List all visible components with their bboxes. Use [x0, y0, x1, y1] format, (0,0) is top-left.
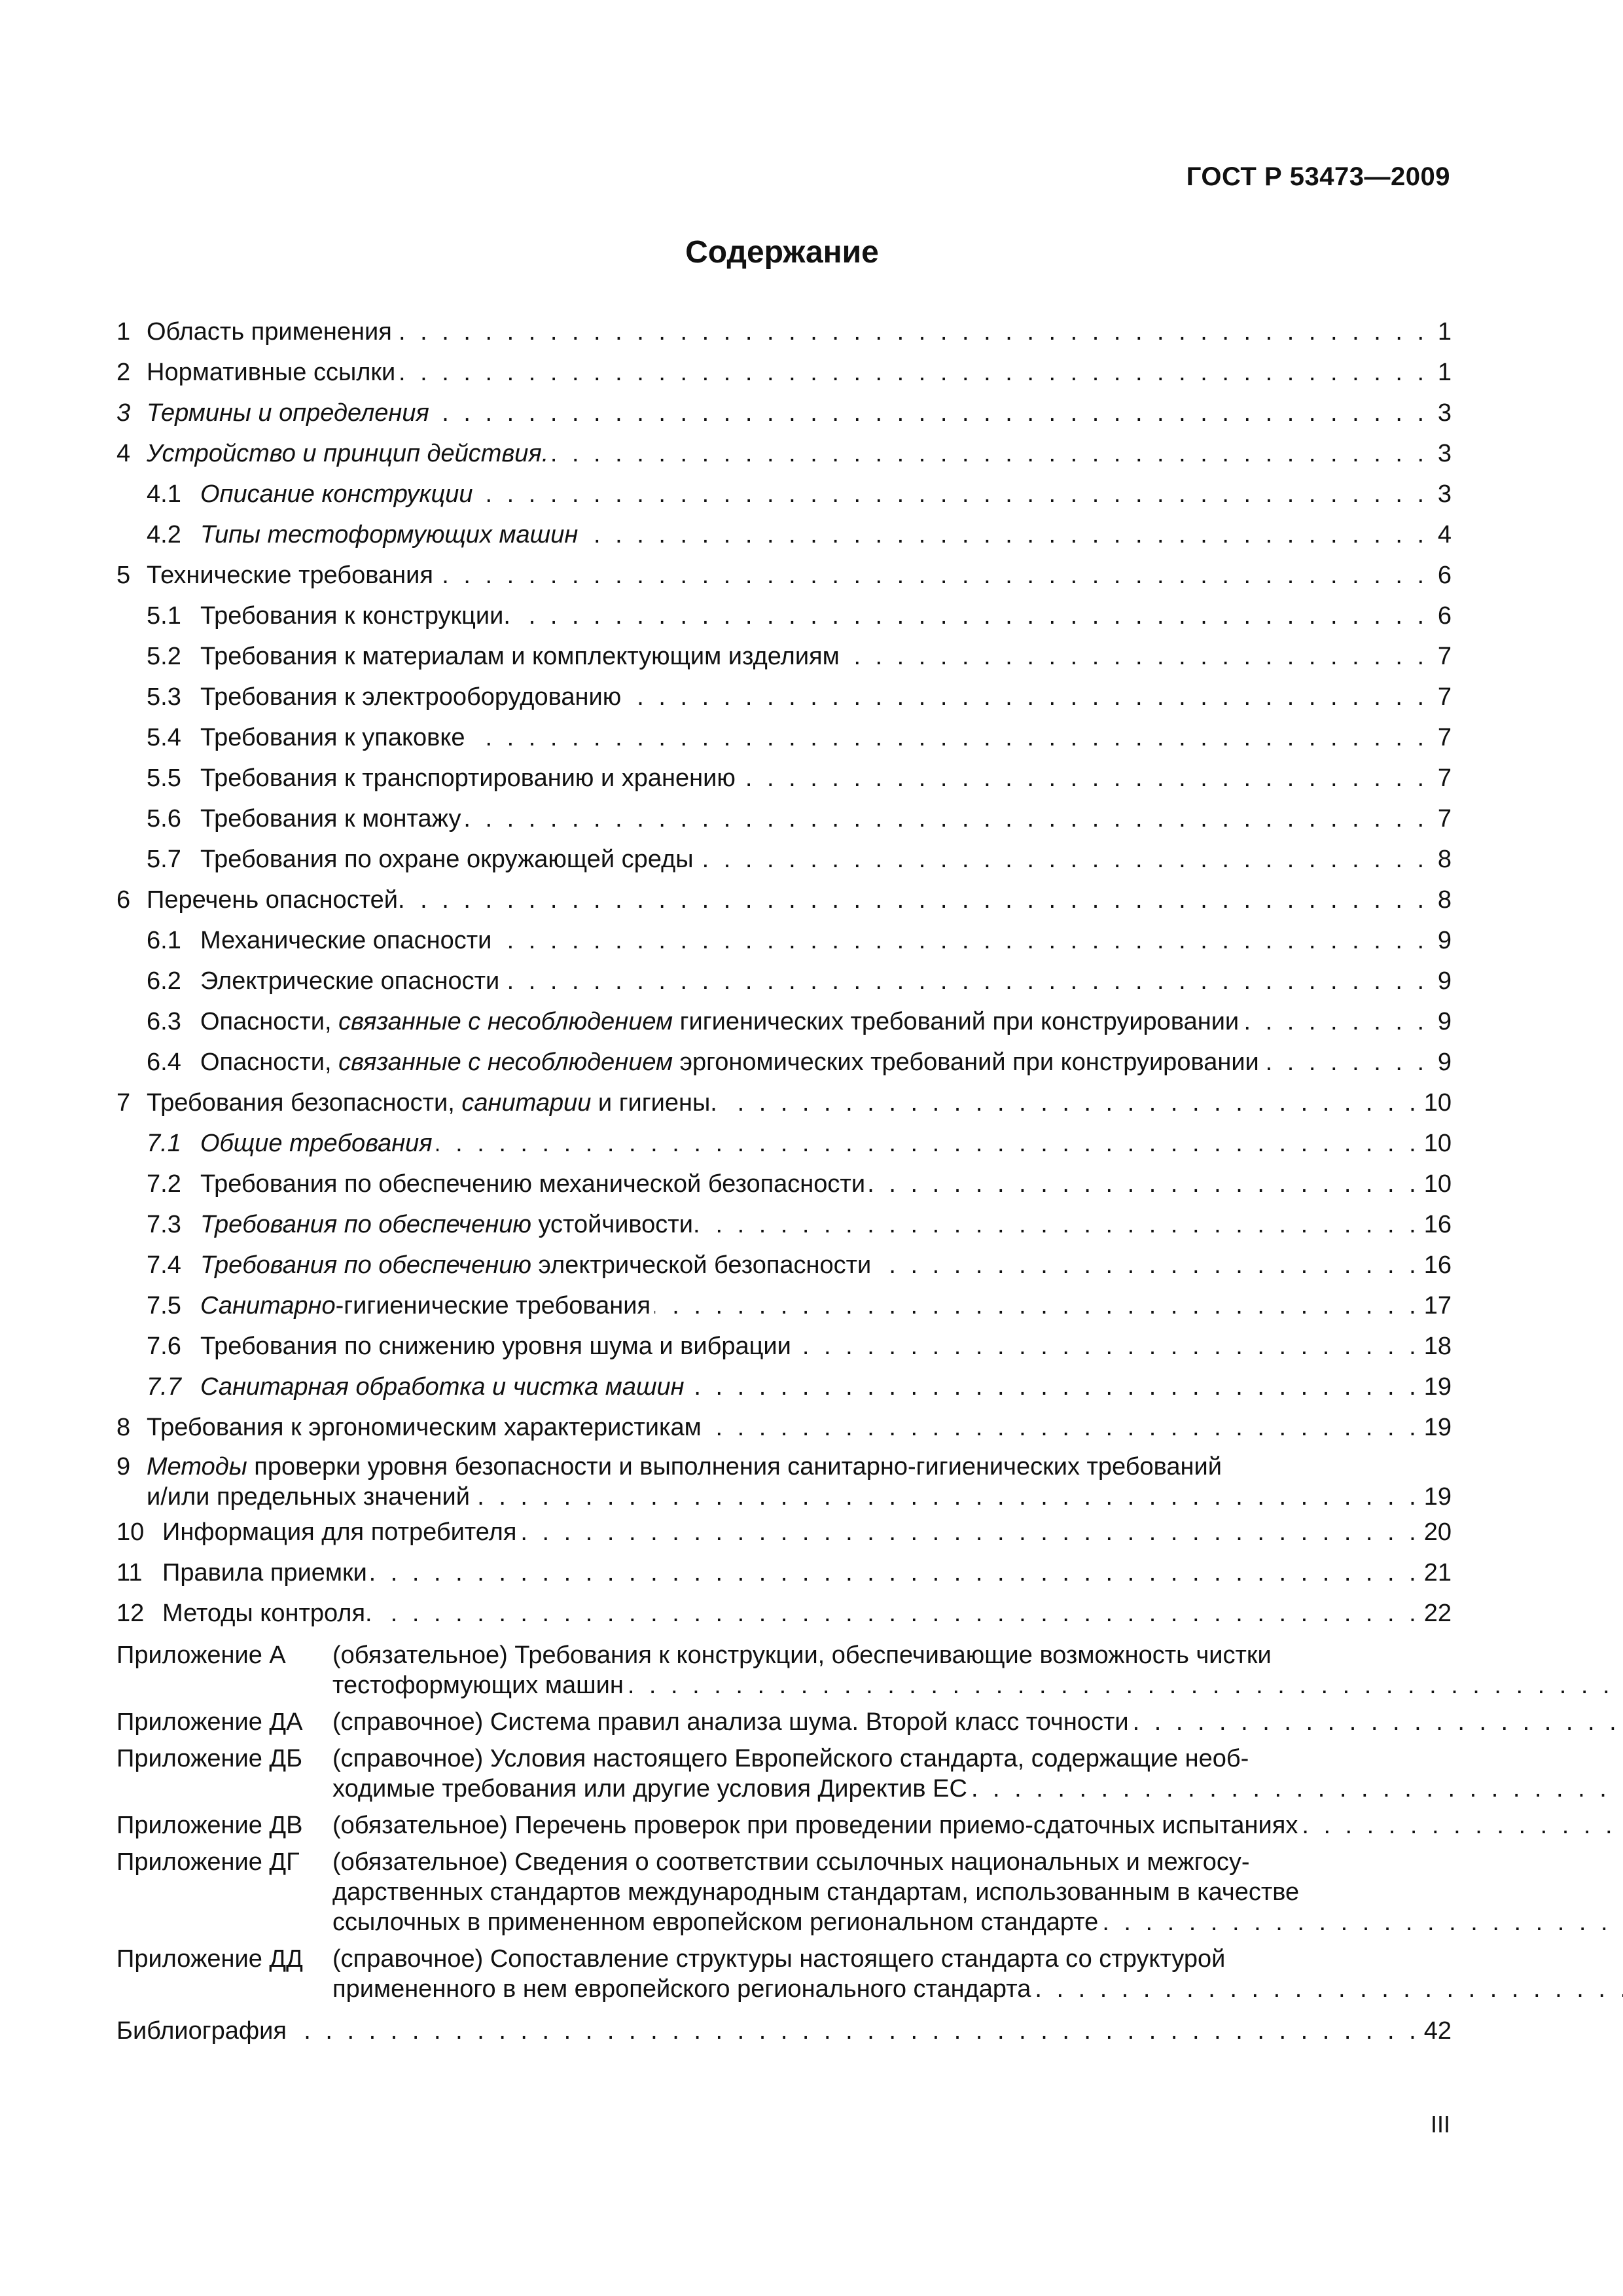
toc-text [200, 1245, 871, 1285]
appendix-dd[interactable] [116, 1944, 1452, 2004]
appendix-label: Приложение ДА [116, 1708, 303, 1736]
toc-entry-6[interactable] [116, 880, 1452, 920]
toc-page: 42 [1423, 2017, 1452, 2045]
toc-text: Требования к конструкции. [200, 602, 510, 630]
toc-number: 5.3 [147, 683, 181, 711]
toc-text [200, 1042, 1259, 1083]
appendix-dv[interactable] [116, 1810, 1452, 1840]
dot-leader [704, 1204, 1420, 1245]
toc-text: Технические требования [147, 562, 433, 589]
toc-text-part: и гигиены. [591, 1089, 717, 1117]
toc-entry-7-2[interactable] [116, 1164, 1452, 1204]
toc-page: 8 [1437, 886, 1452, 914]
toc-entry-7[interactable] [116, 1083, 1452, 1123]
dot-leader [625, 677, 1428, 717]
appendix-line: (обязательное) Требования к конструкции, обеспечивающие возможность чистки [332, 1641, 1272, 1669]
appendix-line-last: ссылочных в примененном европейском региональном стандарте [332, 1909, 1099, 1936]
page-number: III [1430, 2111, 1450, 2138]
toc-text: Описание конструкции [200, 480, 473, 508]
toc-entry-11[interactable] [116, 1552, 1452, 1593]
toc-text [147, 1083, 717, 1123]
dot-leader [495, 920, 1428, 961]
toc-text: Требования по обеспечению механической безопасности [200, 1170, 866, 1198]
toc-entry-7-6[interactable] [116, 1326, 1452, 1367]
toc-text-italic: Методы [147, 1453, 247, 1480]
toc-text: Перечень опасностей. [147, 886, 405, 914]
toc-text [200, 1285, 651, 1326]
toc-entry-5-7[interactable] [116, 839, 1452, 880]
toc-page: 9 [1437, 1008, 1452, 1035]
toc-entry-5-1[interactable] [116, 596, 1452, 636]
toc-page: 3 [1437, 399, 1452, 427]
toc-entry-2[interactable] [116, 352, 1452, 393]
dot-leader [514, 596, 1428, 636]
toc-text-part: проверки уровня безопасности и выполнения санитарно-гигиенических требований [247, 1453, 1222, 1480]
appendix-line-last: тестоформующих машин [332, 1672, 624, 1699]
toc-page: 7 [1437, 805, 1452, 833]
toc-text-part: -гигиенические требования [335, 1292, 651, 1319]
toc-number: 4 [116, 440, 131, 467]
toc-number: 8 [116, 1414, 131, 1441]
toc-entry-3[interactable] [116, 393, 1452, 433]
toc-text: Информация для потребителя [162, 1518, 517, 1546]
toc-page: 1 [1437, 359, 1452, 386]
toc-number: 7.4 [147, 1251, 181, 1279]
dot-leader [1035, 1974, 1623, 2004]
toc-entry-5-3[interactable] [116, 677, 1452, 717]
toc-number: 7.6 [147, 1333, 181, 1360]
appendix-line: дарственных стандартов международным стандартам, использованным в качестве [332, 1878, 1300, 1906]
toc-text: Требования к материалам и комплектующим изделиям [200, 643, 840, 670]
toc-entry-7-1[interactable] [116, 1123, 1452, 1164]
toc-text: Область применения [147, 318, 392, 346]
toc-text-part: Требования безопасности, [147, 1089, 462, 1117]
dot-leader [433, 393, 1428, 433]
toc-page: 7 [1437, 764, 1452, 792]
toc-text: Санитарная обработка и чистка машин [200, 1373, 685, 1401]
toc-text: Устройство и принцип действия. [147, 440, 549, 467]
toc-number: 4.1 [147, 480, 181, 508]
dot-leader [1243, 1001, 1428, 1042]
toc-number: 6.2 [147, 967, 181, 995]
toc-entry-6-1[interactable] [116, 920, 1452, 961]
toc-text: Общие требования [200, 1130, 433, 1157]
toc-number: 7 [116, 1089, 131, 1117]
toc-number: 4.2 [147, 521, 181, 548]
toc-text: Нормативные ссылки [147, 359, 396, 386]
toc-number: 10 [116, 1518, 145, 1546]
dot-leader [688, 1367, 1420, 1407]
toc-page: 20 [1423, 1518, 1452, 1546]
toc-entry-10[interactable] [116, 1512, 1452, 1552]
toc-entry-5-2[interactable] [116, 636, 1452, 677]
dot-leader [437, 555, 1428, 596]
toc-number: 5.4 [147, 724, 181, 751]
toc-page: 9 [1437, 1049, 1452, 1076]
toc-text: Правила приемки [162, 1559, 367, 1587]
toc-page: 7 [1437, 643, 1452, 670]
toc-page: 19 [1423, 1373, 1452, 1401]
toc-text: Библиография [116, 2017, 287, 2045]
dot-leader [1133, 1707, 1623, 1737]
toc-text-italic: связанные с несоблюдением [338, 1049, 673, 1076]
toc-entry-bibliography[interactable] [116, 2011, 1452, 2051]
dot-leader [1102, 1907, 1623, 1937]
toc-text-italic: Требования по обеспечению [200, 1251, 531, 1279]
toc-entry-5[interactable] [116, 555, 1452, 596]
toc-text [200, 1204, 700, 1245]
toc-number: 11 [116, 1559, 143, 1587]
toc-number: 5.6 [147, 805, 181, 833]
toc-entry-6-3[interactable] [116, 1001, 1452, 1042]
toc-text-italic: Санитарно [200, 1292, 336, 1319]
toc-text [200, 1001, 1239, 1042]
toc-entry-4-1[interactable] [116, 474, 1452, 514]
appendix-label: Приложение ДВ [116, 1812, 303, 1839]
dot-leader [875, 1245, 1419, 1285]
toc-entry-5-4[interactable] [116, 717, 1452, 758]
toc-number: 7.7 [147, 1373, 181, 1401]
appendix-line-last: (справочное) Система правил анализа шума. Второй класс точности [332, 1708, 1129, 1736]
dot-leader [474, 1482, 1420, 1512]
toc-text: Требования к транспортированию и хранению [200, 764, 736, 792]
appendix-line: (обязательное) Сведения о соответствии ссылочных национальных и межгосу- [332, 1848, 1250, 1876]
appendix-a[interactable] [116, 1640, 1452, 1700]
toc-number: 5.5 [147, 764, 181, 792]
dot-leader [844, 636, 1428, 677]
toc-entry-7-5[interactable] [116, 1285, 1452, 1326]
toc-number: 9 [116, 1453, 131, 1480]
dot-leader [1263, 1042, 1428, 1083]
appendix-label: Приложение ДГ [116, 1848, 300, 1876]
dot-leader [396, 312, 1428, 352]
toc-number: 5.7 [147, 846, 181, 873]
toc-number: 6 [116, 886, 131, 914]
toc-page: 22 [1423, 1600, 1452, 1627]
appendix-dg[interactable] [116, 1847, 1452, 1937]
toc-number: 7.3 [147, 1211, 181, 1238]
toc-entry-12[interactable] [116, 1593, 1452, 1634]
toc-number: 6.3 [147, 1008, 181, 1035]
toc-page: 3 [1437, 440, 1452, 467]
toc-text-line2: и/или предельных значений [147, 1483, 470, 1511]
appendix-label: Приложение А [116, 1641, 286, 1669]
dot-leader [465, 798, 1428, 839]
dot-leader [1302, 1810, 1623, 1840]
toc-page: 18 [1423, 1333, 1452, 1360]
toc-text-italic: связанные с несоблюдением [338, 1008, 673, 1035]
toc-number: 5.2 [147, 643, 181, 670]
dot-leader [721, 1083, 1420, 1123]
toc-page: 9 [1437, 927, 1452, 954]
toc-number: 7.2 [147, 1170, 181, 1198]
dot-leader [503, 961, 1428, 1001]
toc-number: 6.1 [147, 927, 181, 954]
toc-text-part: устойчивости. [531, 1211, 700, 1238]
appendix-line-last: примененного в нем европейского регионального стандарта [332, 1975, 1031, 2003]
toc-text-part: гигиенических требований при конструировании [673, 1008, 1240, 1035]
toc-page: 16 [1423, 1211, 1452, 1238]
toc-entry-8[interactable] [116, 1407, 1452, 1448]
toc-page: 16 [1423, 1251, 1452, 1279]
dot-leader [376, 1593, 1420, 1634]
toc-number: 7.5 [147, 1292, 181, 1319]
dot-leader [552, 433, 1428, 474]
appendix-line: (справочное) Сопоставление структуры настоящего стандарта со структурой [332, 1945, 1226, 1973]
toc-number: 2 [116, 359, 131, 386]
dot-leader [469, 717, 1428, 758]
toc-page: 7 [1437, 724, 1452, 751]
dot-leader [520, 1512, 1419, 1552]
toc-text-italic: Требования по обеспечению [200, 1211, 531, 1238]
toc-page: 1 [1437, 318, 1452, 346]
toc-number: 7.1 [147, 1130, 181, 1157]
toc-text: Требования к эргономическим характеристикам [147, 1414, 702, 1441]
toc-text: Требования к монтажу [200, 805, 461, 833]
toc-page: 4 [1437, 521, 1452, 548]
document-code: ГОСТ Р 53473—2009 [1186, 162, 1450, 191]
toc-entry-6-4[interactable] [116, 1042, 1452, 1083]
toc-number: 3 [116, 399, 131, 427]
toc-page: 21 [1423, 1559, 1452, 1587]
toc-page: 7 [1437, 683, 1452, 711]
toc-page: 9 [1437, 967, 1452, 995]
dot-leader [698, 839, 1428, 880]
dot-leader [654, 1285, 1420, 1326]
toc-entry-5-5[interactable] [116, 758, 1452, 798]
toc-text: Требования по охране окружающей среды [200, 846, 694, 873]
toc-number: 5.1 [147, 602, 181, 630]
toc-number: 6.4 [147, 1049, 181, 1076]
dot-leader [971, 1774, 1623, 1804]
toc-number: 12 [116, 1600, 145, 1627]
toc-entry-9[interactable] [116, 1452, 1452, 1512]
toc-number: 5 [116, 562, 131, 589]
toc-text: Требования к электрооборудованию [200, 683, 622, 711]
toc-entry-4-2[interactable] [116, 514, 1452, 555]
toc-text-part: электрической безопасности [531, 1251, 872, 1279]
toc-title: Содержание [685, 235, 879, 270]
dot-leader [399, 352, 1428, 393]
toc-text: Требования к упаковке [200, 724, 465, 751]
toc-page: 19 [1423, 1483, 1452, 1511]
appendix-line: (справочное) Условия настоящего Европейского стандарта, содержащие необ- [332, 1745, 1249, 1772]
toc-text: Требования по снижению уровня шума и вибрации [200, 1333, 791, 1360]
toc-entry-7-3[interactable] [116, 1204, 1452, 1245]
dot-leader [291, 2011, 1420, 2051]
dot-leader [705, 1407, 1420, 1448]
dot-leader [371, 1552, 1420, 1593]
toc-page: 10 [1423, 1170, 1452, 1198]
appendix-line-last: ходимые требования или другие условия Директив ЕС [332, 1775, 967, 1803]
toc-entry-4[interactable] [116, 433, 1452, 474]
toc-text-part: Опасности, [200, 1049, 339, 1076]
toc-text: Типы тестоформующих машин [200, 521, 579, 548]
appendix-db[interactable] [116, 1744, 1452, 1804]
toc-entry-7-4[interactable] [116, 1245, 1452, 1285]
toc-text: Механические опасности [200, 927, 492, 954]
toc-text: Методы контроля. [162, 1600, 372, 1627]
appendix-line-last: (обязательное) Перечень проверок при проведении приемо-сдаточных испытаниях [332, 1812, 1298, 1839]
dot-leader [582, 514, 1428, 555]
dot-leader [869, 1164, 1420, 1204]
toc-page: 6 [1437, 602, 1452, 630]
toc-entry-5-6[interactable] [116, 798, 1452, 839]
dot-leader [628, 1670, 1623, 1700]
dot-leader [740, 758, 1428, 798]
dot-leader [437, 1123, 1420, 1164]
toc-page: 8 [1437, 846, 1452, 873]
toc-page: 19 [1423, 1414, 1452, 1441]
toc-text-part: эргономических требований при конструировании [673, 1049, 1259, 1076]
dot-leader [477, 474, 1429, 514]
toc-page: 6 [1437, 562, 1452, 589]
toc-text: Электрические опасности [200, 967, 500, 995]
toc-entry-6-2[interactable] [116, 961, 1452, 1001]
toc-page: 10 [1423, 1130, 1452, 1157]
appendix-label: Приложение ДБ [116, 1745, 303, 1772]
toc-entry-7-7[interactable] [116, 1367, 1452, 1407]
toc-page: 17 [1423, 1292, 1452, 1319]
dot-leader [795, 1326, 1420, 1367]
toc-text-italic: санитарии [461, 1089, 592, 1117]
toc-number: 1 [116, 318, 131, 346]
toc-page: 10 [1423, 1089, 1452, 1117]
toc-entry-1[interactable] [116, 312, 1452, 352]
appendix-da[interactable] [116, 1707, 1452, 1737]
appendix-label: Приложение ДД [116, 1945, 303, 1973]
dot-leader [409, 880, 1428, 920]
table-of-contents [116, 312, 1452, 2051]
toc-text-part: Опасности, [200, 1008, 339, 1035]
toc-page: 3 [1437, 480, 1452, 508]
toc-text: Термины и определения [147, 399, 429, 427]
